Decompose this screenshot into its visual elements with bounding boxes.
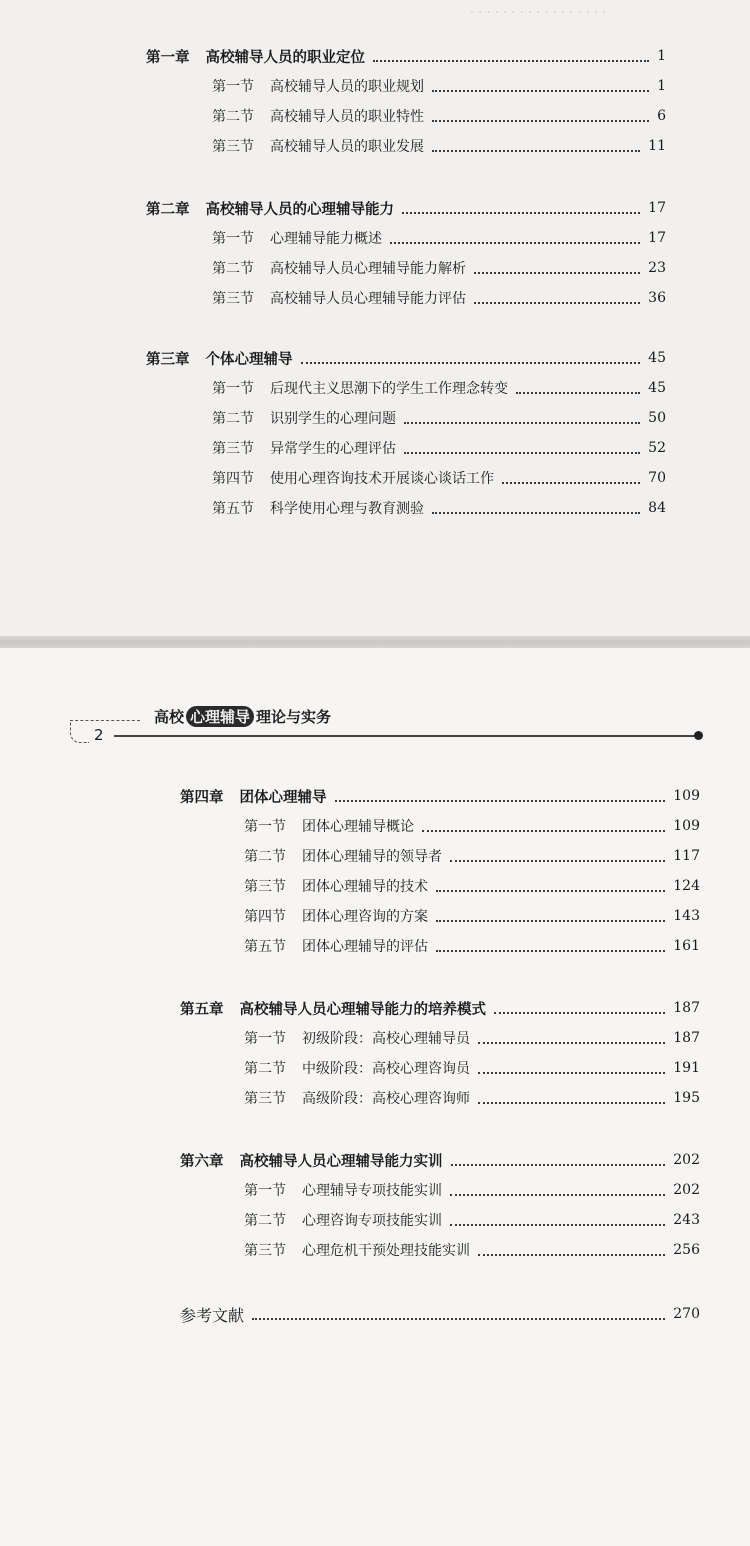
section-page-number: 195 <box>673 1090 700 1106</box>
refs-title: 参考文献 <box>180 1305 245 1325</box>
leader-dots <box>474 302 640 304</box>
section-title: 团体心理辅导的领导者 <box>302 849 442 865</box>
leader-dots <box>301 362 641 364</box>
section-title: 心理危机干预处理技能实训 <box>302 1243 470 1259</box>
leader-dots <box>373 60 649 62</box>
section-page-number: 36 <box>648 290 666 306</box>
section-title: 心理辅导专项技能实训 <box>302 1183 442 1199</box>
toc-section-entry <box>244 1238 700 1262</box>
header-rule-dot <box>694 731 703 740</box>
toc-section-entry <box>244 1086 700 1110</box>
leader-dots <box>494 1012 665 1014</box>
leader-dots <box>422 830 665 832</box>
leader-dots <box>478 1254 665 1256</box>
section-page-number: 256 <box>673 1242 700 1258</box>
chapter-page-number: 17 <box>648 200 666 216</box>
toc-section-entry <box>244 874 700 898</box>
toc-chapter-entry <box>180 784 700 808</box>
toc-section-entry <box>212 134 666 158</box>
section-title: 高校辅导人员心理辅导能力评估 <box>270 291 466 307</box>
section-title: 后现代主义思潮下的学生工作理念转变 <box>270 381 508 397</box>
section-page-number: 84 <box>648 500 666 516</box>
section-page-number: 161 <box>673 938 700 954</box>
chapter-number: 第六章 <box>180 1153 224 1170</box>
section-title: 高级阶段：高校心理咨询师 <box>302 1091 470 1107</box>
leader-dots <box>432 150 640 152</box>
section-number: 第三节 <box>212 139 254 155</box>
toc-chapter-entry <box>146 196 666 220</box>
header-ornament <box>70 720 89 743</box>
section-number: 第三节 <box>244 1091 286 1107</box>
toc-section-entry <box>244 814 700 838</box>
leader-dots <box>432 90 649 92</box>
toc-section-entry <box>244 1178 700 1202</box>
toc-section-entry <box>244 904 700 928</box>
toc-section-entry <box>244 1208 700 1232</box>
header-rule <box>114 735 700 737</box>
section-number: 第二节 <box>212 109 254 125</box>
section-title: 心理咨询专项技能实训 <box>302 1213 442 1229</box>
section-number: 第二节 <box>212 261 254 277</box>
chapter-page-number: 109 <box>673 788 700 804</box>
leader-dots <box>450 860 665 862</box>
section-number: 第二节 <box>212 411 254 427</box>
section-number: 第二节 <box>244 849 286 865</box>
chapter-number: 第五章 <box>180 1001 224 1018</box>
section-page-number: 52 <box>648 440 666 456</box>
leader-dots <box>478 1042 665 1044</box>
section-number: 第一节 <box>244 1031 286 1047</box>
toc-section-entry <box>212 406 666 430</box>
toc-section-entry <box>212 466 666 490</box>
chapter-title: 高校辅导人员的心理辅导能力 <box>205 201 394 218</box>
leader-dots <box>252 1318 665 1320</box>
leader-dots <box>451 1164 666 1166</box>
section-page-number: 124 <box>673 878 700 894</box>
leader-dots <box>390 242 640 244</box>
leader-dots <box>516 392 640 394</box>
section-page-number: 11 <box>648 138 666 154</box>
chapter-number: 第一章 <box>146 49 190 66</box>
chapter-page-number: 1 <box>657 48 666 64</box>
toc-chapter-entry <box>146 44 666 68</box>
book-title-highlight: 心理辅导 <box>186 706 254 727</box>
leader-dots <box>335 800 666 802</box>
section-title: 科学使用心理与教育测验 <box>270 501 424 517</box>
toc-section-entry <box>212 286 666 310</box>
toc-page-1 <box>0 0 750 640</box>
toc-section-entry <box>212 104 666 128</box>
section-number: 第一节 <box>212 381 254 397</box>
section-title: 团体心理辅导的评估 <box>302 939 428 955</box>
section-page-number: 6 <box>657 108 666 124</box>
bleed-through-text: · · · · · · · · · · · · · · · · · <box>470 6 607 21</box>
section-page-number: 50 <box>648 410 666 426</box>
leader-dots <box>436 950 665 952</box>
leader-dots <box>478 1102 665 1104</box>
section-number: 第三节 <box>212 291 254 307</box>
page-number: 2 <box>94 726 104 744</box>
section-page-number: 187 <box>673 1030 700 1046</box>
section-number: 第二节 <box>244 1061 286 1077</box>
section-title: 初级阶段：高校心理辅导员 <box>302 1031 470 1047</box>
leader-dots <box>478 1072 665 1074</box>
section-title: 高校辅导人员的职业特性 <box>270 109 424 125</box>
toc-section-entry <box>244 1056 700 1080</box>
section-number: 第五节 <box>244 939 286 955</box>
toc-chapter-entry <box>180 996 700 1020</box>
section-title: 心理辅导能力概述 <box>270 231 382 247</box>
section-number: 第一节 <box>244 1183 286 1199</box>
chapter-number: 第二章 <box>146 201 190 218</box>
leader-dots <box>402 212 640 214</box>
book-title <box>154 706 331 727</box>
section-number: 第一节 <box>212 231 254 247</box>
section-title: 团体心理咨询的方案 <box>302 909 428 925</box>
section-number: 第五节 <box>212 501 254 517</box>
section-page-number: 70 <box>648 470 666 486</box>
chapter-title: 个体心理辅导 <box>205 351 293 368</box>
leader-dots <box>502 482 640 484</box>
chapter-title: 高校辅导人员的职业定位 <box>205 49 365 66</box>
section-number: 第一节 <box>244 819 286 835</box>
chapter-title: 高校辅导人员心理辅导能力实训 <box>239 1153 443 1170</box>
section-page-number: 1 <box>657 78 666 94</box>
toc-section-entry <box>212 436 666 460</box>
section-page-number: 45 <box>648 380 666 396</box>
leader-dots <box>450 1224 665 1226</box>
section-title: 高校辅导人员的职业发展 <box>270 139 424 155</box>
toc-section-entry <box>212 74 666 98</box>
section-number: 第一节 <box>212 79 254 95</box>
chapter-title: 高校辅导人员心理辅导能力的培养模式 <box>239 1001 486 1018</box>
toc-chapter-entry <box>146 346 666 370</box>
section-page-number: 191 <box>673 1060 700 1076</box>
section-title: 高校辅导人员心理辅导能力解析 <box>270 261 466 277</box>
book-title-pre: 高校 <box>154 708 185 726</box>
leader-dots <box>432 512 640 514</box>
section-page-number: 202 <box>673 1182 700 1198</box>
section-page-number: 243 <box>673 1212 700 1228</box>
chapter-page-number: 45 <box>648 350 666 366</box>
leader-dots <box>404 422 640 424</box>
toc-section-entry <box>212 226 666 250</box>
leader-dots <box>404 452 640 454</box>
section-title: 识别学生的心理问题 <box>270 411 396 427</box>
section-title: 团体心理辅导概论 <box>302 819 414 835</box>
section-page-number: 23 <box>648 260 666 276</box>
section-number: 第四节 <box>244 909 286 925</box>
section-number: 第二节 <box>244 1213 286 1229</box>
section-number: 第三节 <box>244 879 286 895</box>
section-page-number: 143 <box>673 908 700 924</box>
section-title: 中级阶段：高校心理咨询员 <box>302 1061 470 1077</box>
chapter-page-number: 187 <box>673 1000 700 1016</box>
section-number: 第三节 <box>244 1243 286 1259</box>
section-page-number: 17 <box>648 230 666 246</box>
section-number: 第四节 <box>212 471 254 487</box>
leader-dots <box>450 1194 665 1196</box>
toc-section-entry <box>212 256 666 280</box>
section-page-number: 117 <box>673 848 700 864</box>
toc-section-entry <box>244 844 700 868</box>
refs-page-number: 270 <box>673 1306 700 1322</box>
section-title: 团体心理辅导的技术 <box>302 879 428 895</box>
section-title: 高校辅导人员的职业规划 <box>270 79 424 95</box>
chapter-number: 第四章 <box>180 789 224 806</box>
leader-dots <box>432 120 649 122</box>
book-title-post: 理论与实务 <box>256 708 332 726</box>
leader-dots <box>474 272 640 274</box>
toc-references-entry <box>180 1302 700 1326</box>
chapter-title: 团体心理辅导 <box>239 789 327 806</box>
toc-page-2 <box>0 648 750 1546</box>
leader-dots <box>436 920 665 922</box>
chapter-number: 第三章 <box>146 351 190 368</box>
section-number: 第三节 <box>212 441 254 457</box>
toc-chapter-entry <box>180 1148 700 1172</box>
section-title: 使用心理咨询技术开展谈心谈话工作 <box>270 471 494 487</box>
toc-section-entry <box>212 496 666 520</box>
leader-dots <box>436 890 665 892</box>
chapter-page-number: 202 <box>673 1152 700 1168</box>
toc-section-entry <box>212 376 666 400</box>
running-header <box>70 700 710 744</box>
toc-section-entry <box>244 1026 700 1050</box>
section-title: 异常学生的心理评估 <box>270 441 396 457</box>
toc-section-entry <box>244 934 700 958</box>
section-page-number: 109 <box>673 818 700 834</box>
